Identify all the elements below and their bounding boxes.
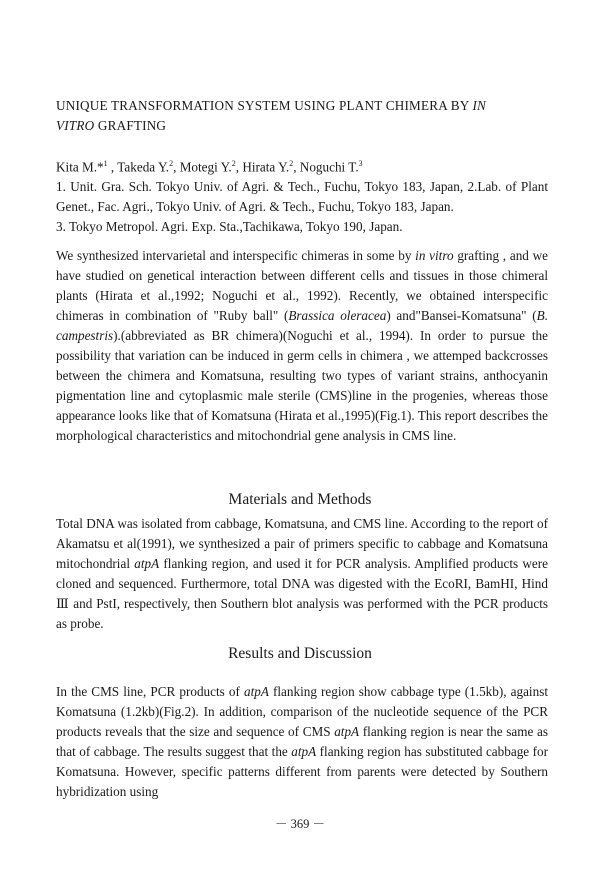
- intro-text: ) and"Bansei-Komatsuna" (: [386, 308, 537, 323]
- author-hirata: , Hirata Y.: [235, 159, 290, 175]
- title-italic-vitro: VITRO: [56, 118, 95, 133]
- methods-paragraph: [56, 514, 548, 634]
- author-noguchi: , Noguchi T.: [293, 159, 359, 175]
- intro-text: We synthesized intervarietal and interspecific chimeras in some by: [56, 248, 416, 263]
- title-text-end: GRAFTING: [94, 118, 167, 133]
- title-italic-in: IN: [472, 98, 487, 113]
- results-text: flanking region has substituted cabbage for Komatsuna. However, specific patterns different from parents were detected by Southern hybridization using: [56, 744, 548, 799]
- affiliation-3: 3. Tokyo Metropol. Agri. Exp. Sta.,Tachikawa, Tokyo 190, Japan.: [56, 219, 403, 235]
- intro-italic: in vitro: [415, 248, 454, 263]
- author-block: [56, 154, 548, 237]
- intro-italic: Brassica oleracea: [288, 308, 387, 323]
- author-sup: 2: [289, 159, 294, 168]
- page-number: － 369 －: [274, 817, 325, 831]
- results-paragraph: [56, 682, 548, 802]
- methods-text: Total DNA was isolated from cabbage, Komatsuna, and CMS line. According to the report of Akamatsu et al(1991), we synthesized a pair of primers specific to cabbage and Komatsuna mitochondrial: [56, 516, 548, 571]
- author-sup: 3: [358, 159, 363, 168]
- author-motegi: , Motegi Y.: [173, 159, 232, 175]
- results-heading: Results and Discussion: [228, 645, 372, 662]
- results-italic: atpA: [334, 724, 360, 739]
- author-sup: 1: [103, 159, 108, 168]
- results-italic: atpA: [243, 684, 269, 699]
- intro-text: ).(abbreviated as BR chimera)(Noguchi et al., 1994). In order to pursue the possibility that variation can be induced in germ cells in chimera , we attemped backcrosses between the chimera and Komatsuna, resulting two types of variant strains, anthocyanin pigmentation line and cytoplasmic male sterile (CMS)line in the progenies, whereas those appearance looks like that of Komatsuna (Hirata et al.,1995)(Fig.1). This report describes the morphological characteristics and mitochondrial gene analysis in CMS line.: [56, 328, 548, 443]
- methods-italic: atpA: [134, 556, 160, 571]
- author-sup: 2: [169, 159, 174, 168]
- results-text: flanking region is near the same as that of cabbage. The results suggest that the: [56, 724, 548, 759]
- results-text: flanking region show cabbage type (1.5kb), against Komatsuna (1.2kb)(Fig.2). In addition, comparison of the nucleotide sequence of the PCR products reveals that the size and sequence of CMS: [56, 684, 548, 739]
- author-kita: Kita M.*: [56, 159, 104, 175]
- author-list: [56, 154, 548, 177]
- results-text: In the CMS line, PCR products of: [56, 684, 244, 699]
- intro-paragraph: [56, 246, 548, 446]
- methods-heading: Materials and Methods: [228, 491, 372, 508]
- author-sup: 2: [231, 159, 236, 168]
- paper-title: [56, 96, 556, 136]
- methods-text: flanking region, and used it for PCR analysis. Amplified products were cloned and sequenced. Furthermore, total DNA was digested with the EcoRI, BamHI, Hind Ⅲ and PstI, respectively, then Southern blot analysis was performed with the PCR products as probe.: [56, 556, 548, 631]
- intro-text: grafting , and we have studied on genetical interaction between different cells and tissues in those chimeral plants (Hirata et al.,1992; Noguchi et al., 1992). Recently, we obtained interspecific chimeras in combination of "Ruby ball" (: [56, 248, 548, 323]
- results-italic: atpA: [291, 744, 317, 759]
- author-takeda: , Takeda Y.: [107, 159, 170, 175]
- affiliation-1-2: 1. Unit. Gra. Sch. Tokyo Univ. of Agri. & Tech., Fuchu, Tokyo 183, Japan, 2.Lab. of Plant Genet., Fac. Agri., Tokyo Univ. of Agri. & Tech., Fuchu, Tokyo 183, Japan.: [56, 179, 548, 215]
- intro-italic: B. campestris: [56, 308, 548, 343]
- title-text: UNIQUE TRANSFORMATION SYSTEM USING PLANT CHIMERA BY: [56, 98, 473, 113]
